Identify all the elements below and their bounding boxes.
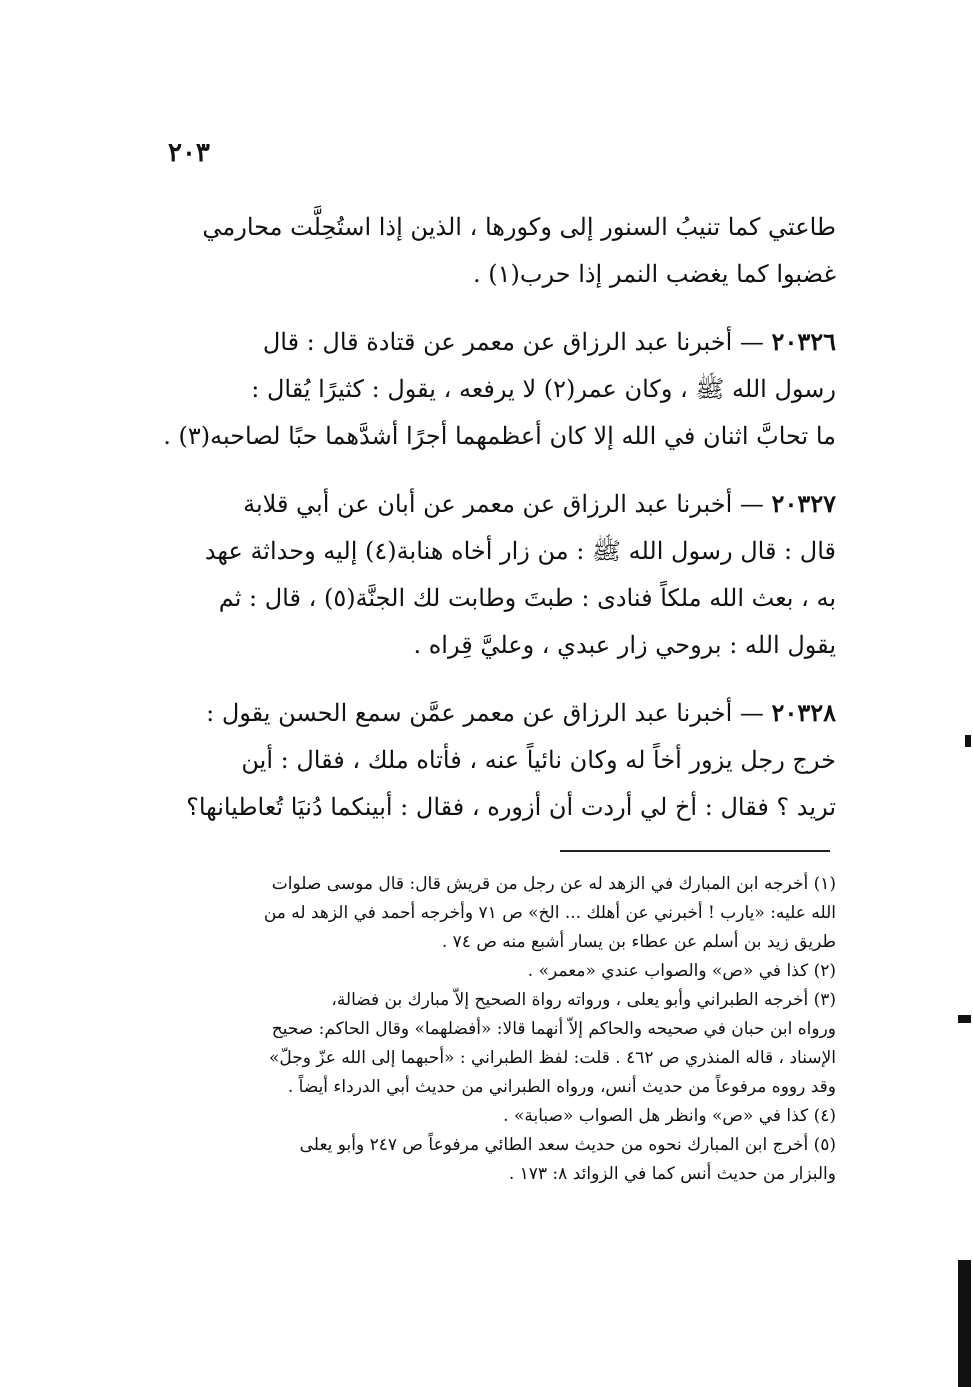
footnote-line: وقد رووه مرفوعاً من حديث أنس، ورواه الطبراني من حديث أبي الدرداء أيضاً .	[287, 1077, 836, 1097]
text-segment: — أخبرنا عبد الرزاق عن معمر عن قتادة قال : قال	[262, 328, 764, 356]
footnote-2	[160, 957, 836, 986]
text-line: رسول الله ﷺ ، وكان عمر(٢) لا يرفعه ، يقول : كثيرًا يُقال :	[251, 375, 836, 403]
text-segment: — أخبرنا عبد الرزاق عن معمر عمَّن سمع الحسن يقول :	[206, 699, 764, 727]
text-line: يقول الله : بروحي زار عبدي ، وعليَّ قِراه .	[413, 631, 836, 659]
footnote-divider	[560, 850, 830, 852]
footnote-line: الله عليه: «يارب ! أخبرني عن أهلك ... الخ» ص ٧١ وأخرجه أحمد في الزهد له من	[263, 903, 836, 923]
footnote-line: طريق زيد بن أسلم عن عطاء بن يسار أشبع منه ص ٧٤ .	[441, 932, 836, 952]
text-line: تريد ؟ فقال : أخ لي أردت أن أزوره ، فقال : أبينكما دُنيَا تُعاطيانها؟	[186, 793, 836, 821]
footnote-line: (٣) أخرجه الطبراني وأبو يعلى ، ورواته رواة الصحيح إلاّ مبارك بن فضالة،	[331, 990, 836, 1010]
scan-edge-mark	[958, 1260, 971, 1387]
footnote-line: (٢) كذا في «ص» والصواب عندي «معمر» .	[527, 961, 836, 981]
footnote-line: (٥) أخرج ابن المبارك نحوه من حديث سعد الطائي مرفوعاً ص ٢٤٧ وأبو يعلى	[299, 1135, 836, 1155]
text-line: ما تحابَّ اثنان في الله إلا كان أعظمهما أجرًا أشدَّهما حبًا لصاحبه(٣) .	[163, 422, 836, 450]
hadith-number: ٢٠٣٢٦	[771, 327, 836, 356]
intro-paragraph	[160, 204, 836, 298]
hadith-number: ٢٠٣٢٨	[771, 698, 836, 727]
hadith-20326	[160, 318, 836, 460]
footnote-4	[160, 1102, 836, 1131]
page-number: ٢٠٣	[168, 138, 210, 168]
footnote-line: والبزار من حديث أنس كما في الزوائد ٨: ١٧٣ .	[508, 1164, 836, 1184]
scan-edge-mark	[958, 1015, 971, 1023]
footnote-3	[160, 986, 836, 1102]
text-line: طاعتي كما تنيبُ السنور إلى وكورها ، الذين إذا استُحِلَّت محارمي	[202, 213, 836, 241]
footnote-line: (١) أخرجه ابن المبارك في الزهد له عن رجل من قريش قال: قال موسى صلوات	[271, 874, 836, 894]
footnote-line: ورواه ابن حبان في صحيحه والحاكم إلاّ أنهما قالا: «أفضلهما» وقال الحاكم: صحيح	[271, 1019, 836, 1039]
footnote-line: الإسناد ، قاله المنذري ص ٤٦٢ . قلت: لفظ الطبراني : «أحبهما إلى الله عزّ وجلّ»	[268, 1048, 836, 1068]
footnote-line: (٤) كذا في «ص» وانظر هل الصواب «صبابة» .	[503, 1106, 836, 1126]
hadith-first-line	[160, 689, 836, 737]
footnotes	[160, 870, 836, 1189]
hadith-number: ٢٠٣٢٧	[771, 489, 836, 518]
scan-edge-mark	[965, 735, 971, 747]
hadith-first-line	[160, 480, 836, 528]
hadith-first-line	[160, 318, 836, 366]
main-text	[160, 204, 836, 851]
text-line: غضبوا كما يغضب النمر إذا حرب(١) .	[473, 260, 836, 288]
hadith-20327	[160, 480, 836, 669]
text-line: قال : قال رسول الله ﷺ : من زار أخاه هنابة(٤) إليه وحداثة عهد	[204, 537, 836, 565]
footnote-5	[160, 1131, 836, 1189]
text-line: خرج رجل يزور أخاً له وكان نائياً عنه ، فأتاه ملك ، فقال : أين	[241, 746, 836, 774]
text-segment: — أخبرنا عبد الرزاق عن معمر عن أبان عن أبي قلابة	[243, 490, 764, 518]
text-line: به ، بعث الله ملكاً فنادى : طبتَ وطابت لك الجنَّة(٥) ، قال : ثم	[218, 584, 836, 612]
hadith-20328	[160, 689, 836, 831]
footnote-1	[160, 870, 836, 957]
